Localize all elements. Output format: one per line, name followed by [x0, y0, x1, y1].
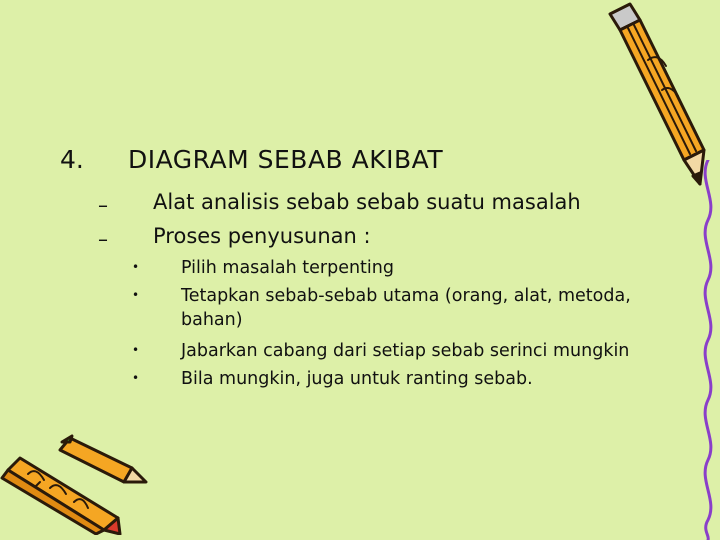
subpoint-text: Alat analisis sebab sebab suatu masalah [153, 190, 581, 214]
bullet-marker: • [132, 288, 140, 302]
bullet-text: Jabarkan cabang dari setiap sebab serinci mungkin [181, 341, 630, 361]
crayons-icon [0, 430, 150, 535]
bullet-text: Pilih masalah terpenting [181, 258, 394, 278]
subpoint-text: Proses penyusunan : [153, 224, 371, 248]
bullet-text: Tetapkan sebab-sebab utama (orang, alat, metoda, [181, 286, 631, 306]
dash-marker: – [98, 227, 108, 251]
bullet-text: Bila mungkin, juga untuk ranting sebab. [181, 369, 533, 389]
dash-marker: – [98, 193, 108, 217]
slide-title: DIAGRAM SEBAB AKIBAT [128, 145, 444, 174]
bullet-marker: • [132, 343, 140, 357]
bullet-text-continued: bahan) [181, 310, 243, 330]
bullet-marker: • [132, 371, 140, 385]
bullet-marker: • [132, 260, 140, 274]
heading-number: 4. [60, 145, 84, 174]
squiggle-line [696, 160, 720, 540]
